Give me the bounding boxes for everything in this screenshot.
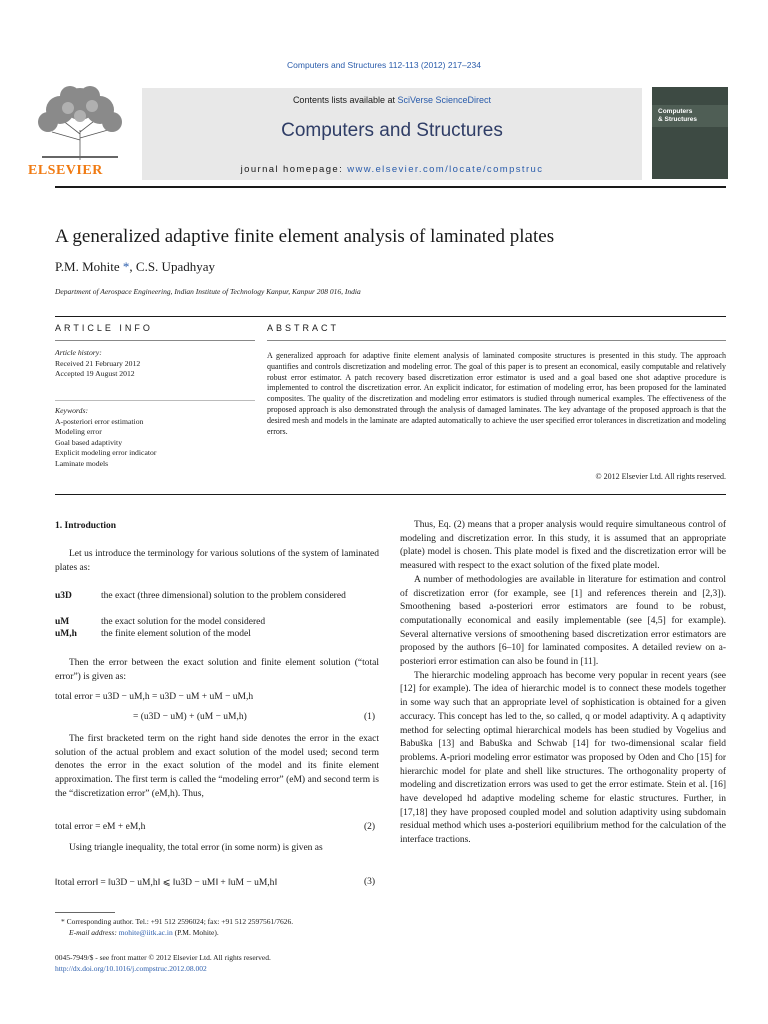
body-paragraph: The hierarchic modeling approach has become very popular in recent years (see [12] for example). The idea of hierarchic model is to connect these models together in some way such that an appropriate level of sophistication is obtained for a given accuracy. This concept has led to the, so called, q or model adaptivity. A q adaptivity method for selecting optimal hierarchical models has been studied by Vogelius and Babuška [13] and Babuška and Schwab [14] for two-dimensional scalar field problems. A-priori modeling error estimator was proposed by Oden and Cho [15] for hierarchic model for plate and shell like structures. The orthogonality property of modeling and discretization errors was used to get the error estimate. Stein et al. [16] have developed hd adaptive modeling scheme for elastic structures. Further, in [17,18] they have proposed coupled model and solution adaptivity using subdomain residual method which uses a-posteriori equilibrium method for the calculation of the interface tractions. <box>400 670 726 846</box>
journal-title: Computers and Structures <box>281 120 503 141</box>
intro-paragraph: The first bracketed term on the right hand side denotes the error in the exact solution of the actual problem and exact solution of the model used; second term denotes the error in the exact solution of the model and its finite element approximation. The first term is called the “modeling error” (eM) and second term is the “discretization error” (eM,h). Thus, <box>55 734 379 799</box>
accepted-date: Accepted 19 August 2012 <box>55 369 135 378</box>
term-symbol: u3D <box>55 591 72 601</box>
equation-1-line-1: total error = u3D − uM,h = u3D − uM + uM − uM,h <box>55 692 254 702</box>
term-definition: the finite element solution of the model <box>101 629 251 639</box>
article-history <box>55 348 255 380</box>
keyword: A-posteriori error estimation <box>55 416 144 426</box>
journal-homepage <box>142 164 642 175</box>
doi-link[interactable]: http://dx.doi.org/10.1016/j.compstruc.2012.08.002 <box>55 964 207 973</box>
keyword: Explicit modeling error indicator <box>55 448 157 457</box>
equation-2: total error = eM + eM,h <box>55 822 146 832</box>
body-paragraph: Thus, Eq. (2) means that a proper analysis would require simultaneous control of modeling and discretization error. In this study, it is assumed that an appropriate (plate) model is chosen. This plate model is fixed and the discretization error will be measured with respect to the exact solution of the fixed plate model. <box>400 520 726 572</box>
keywords <box>55 406 255 469</box>
equation-1-number: (1) <box>364 712 376 722</box>
equation-1-line-2: = (u3D − uM) + (uM − uM,h) <box>133 712 247 722</box>
intro-paragraph: Then the error between the exact solution and finite element solution (“total error”) is given as: <box>55 658 379 682</box>
elsevier-logo <box>22 82 138 162</box>
abstract-bottom-rule <box>55 494 726 495</box>
intro-paragraph: Let us introduce the terminology for various solutions of the system of laminated plates as: <box>55 549 379 573</box>
intro-paragraph: Using triangle inequality, the total error (in some norm) is given as <box>69 843 323 853</box>
contents-line <box>142 95 642 105</box>
affiliation: Department of Aerospace Engineering, Indian Institute of Technology Kanpur, Kanpur 208 016, India <box>55 287 361 296</box>
keywords-label: Keywords: <box>55 406 89 415</box>
author-name: C.S. Upadhyay <box>135 259 215 274</box>
term-row <box>55 628 379 640</box>
history-label: Article history: <box>55 348 102 357</box>
copyright: © 2012 Elsevier Ltd. All rights reserved. <box>595 472 726 481</box>
keywords-rule <box>55 400 255 401</box>
right-column <box>400 519 726 848</box>
keyword: Goal based adaptivity <box>55 437 123 447</box>
email-suffix: (P.M. Mohite). <box>174 927 219 937</box>
footnote <box>55 917 385 938</box>
header-rule <box>55 186 726 188</box>
term-row <box>55 616 379 628</box>
footnote-rule <box>55 912 115 913</box>
term-symbol: uM <box>55 617 70 627</box>
cover-title-line2: & Structures <box>658 115 698 123</box>
author-separator: , <box>129 259 136 274</box>
issn-line: 0045-7949/$ - see front matter © 2012 Elsevier Ltd. All rights reserved. <box>55 953 271 962</box>
equation-3-number: (3) <box>364 877 376 887</box>
journal-reference[interactable]: Computers and Structures 112-113 (2012) 217–234 <box>287 60 481 70</box>
section-rule <box>55 316 726 317</box>
body-paragraph: A number of methodologies are available in literature for estimation and control of discretization error (for example, see [1] and references therein and [2,3]). Smoothening based a-posteriori error estimators are found to be robust, computationally economical and easily implementable (see [4,5] for example). Several alternative versions of smoothening based discretization error estimators are proposed by the authors [6–10] for laminated composites. A detailed review on a-posteriori error estimation can also be found in [11]. <box>400 574 726 668</box>
abstract-text: A generalized approach for adaptive finite element analysis of laminated composite structures is presented in this study. The approach quantifies and controls discretization and modeling error. The goal of this paper is to present an economical, easily computable and relatively robust error estimator. A patch recovery based discretization error estimator is used and a goal based one shot adaptive procedure is implemented to control the discretization error. An explicit indicator, for estimation of modeling error, has been proposed for the laminated composites. The quality of the discretization and modeling error estimators is studied through numerical examples. The effectiveness of the proposed approach is also demonstrated through the analysis of damaged laminates. The key advantage of the proposed approach is that the desired mesh and models in the laminate are adapted automatically to achieve the user specified error tolerances in discretization and modeling errors. <box>267 351 726 436</box>
term-row <box>55 590 379 614</box>
abstract-rule <box>267 340 726 341</box>
publisher-name: ELSEVIER <box>28 163 103 178</box>
abstract-heading: ABSTRACT <box>267 323 340 333</box>
equation-2-number: (2) <box>364 822 376 832</box>
author-name: P.M. Mohite <box>55 259 120 274</box>
paper-title: A generalized adaptive finite element analysis of laminated plates <box>55 226 555 247</box>
email-label: E-mail address: <box>69 927 117 937</box>
email-link[interactable]: mohite@iitk.ac.in <box>118 927 173 937</box>
author-list <box>55 259 215 275</box>
homepage-prefix: journal homepage: <box>240 164 344 175</box>
keyword: Modeling error <box>55 427 102 436</box>
received-date: Received 21 February 2012 <box>55 358 141 368</box>
corresponding-author-marker[interactable]: * <box>122 259 130 274</box>
article-info-heading: ARTICLE INFO <box>55 323 153 333</box>
corresponding-author-note: * Corresponding author. Tel.: +91 512 2596024; fax: +91 512 2597561/7626. <box>61 917 294 926</box>
homepage-link[interactable]: www.elsevier.com/locate/compstruc <box>347 164 544 175</box>
introduction-heading: 1. Introduction <box>55 521 117 531</box>
keyword: Laminate models <box>55 458 109 468</box>
journal-cover-image <box>652 87 728 179</box>
cover-title-line1: Computers <box>658 108 693 115</box>
tree-logo-icon <box>22 82 138 162</box>
term-definition: the exact solution for the model considered <box>101 617 266 627</box>
term-definition: the exact (three dimensional) solution to the problem considered <box>101 591 346 601</box>
sciencedirect-link[interactable]: SciVerse ScienceDirect <box>397 95 492 105</box>
equation-3: ‖total error‖ = ‖u3D − uM,h‖ ⩽ ‖u3D − uM‖ + ‖uM − uM,h‖ <box>55 878 278 888</box>
article-info-rule <box>55 340 255 341</box>
contents-prefix: Contents lists available at <box>292 95 395 105</box>
term-symbol: uM,h <box>55 629 77 639</box>
